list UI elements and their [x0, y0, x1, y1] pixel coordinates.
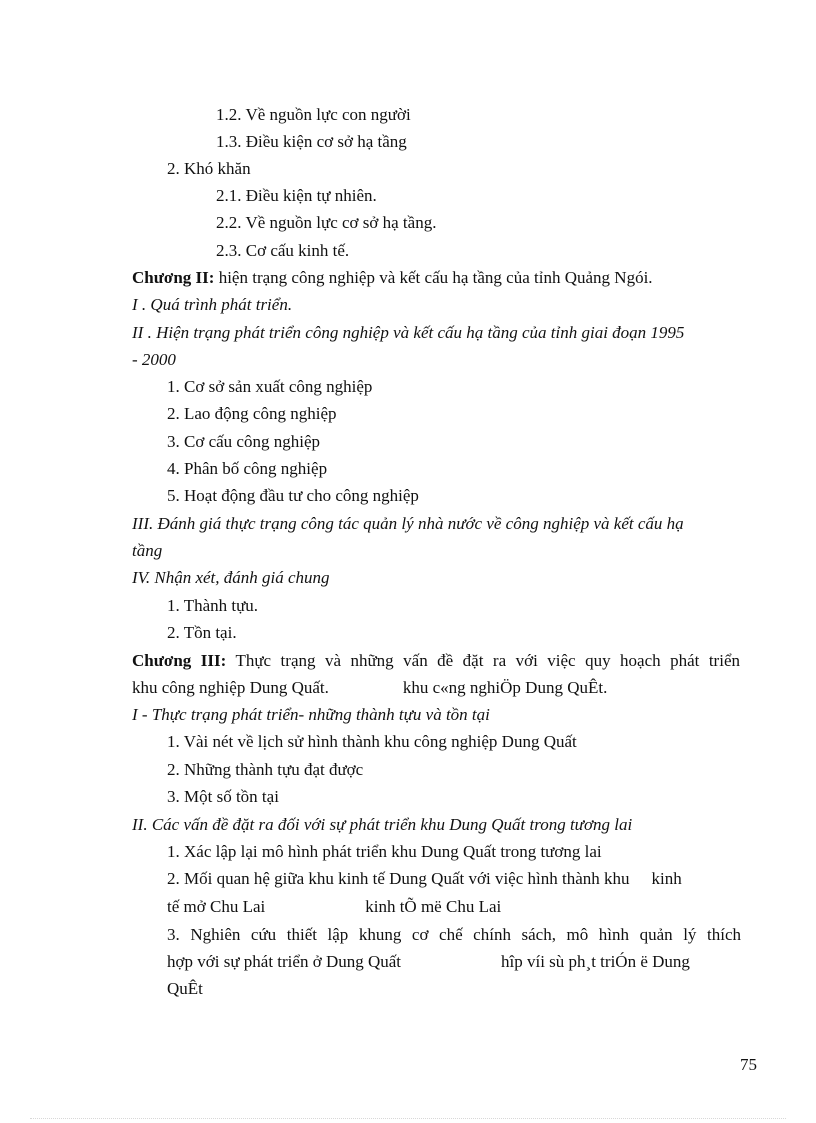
chapter-3-section-i: I - Thực trạng phát triển- những thành tựu và tồn tại: [132, 705, 490, 724]
page-number: 75: [740, 1055, 757, 1074]
toc-item-c3-ii-3-cont-text: hợp với sự phát triển ở Dung Quất: [167, 952, 402, 971]
toc-item-c3-i-1: 1. Vài nét về lịch sử hình thành khu công nghiệp Dung Quất: [167, 732, 577, 751]
toc-item-c3-ii-1: 1. Xác lập lại mô hình phát triển khu Dung Quất trong tương lai: [167, 842, 602, 861]
toc-item-2: 2. Khó khăn: [167, 159, 251, 178]
toc-item-c3-i-3: 3. Một số tồn tại: [167, 787, 279, 806]
chapter-3-title: Thực trạng và những vấn đề đặt ra với việc quy hoạch phát triển: [226, 651, 740, 670]
toc-item-1-2: 1.2. Về nguồn lực con người: [216, 105, 411, 124]
section-iii: III. Đánh giá thực trạng công tác quản lý nhà nước về công nghiệp và kết cấu hạ: [132, 514, 684, 533]
toc-item-2-3: 2.3. Cơ cấu kinh tế.: [216, 241, 350, 260]
chapter-3-heading: [132, 650, 740, 672]
toc-item-2-1: 2.1. Điều kiện tự nhiên.: [216, 186, 377, 205]
section-ii: II . Hiện trạng phát triển công nghiệp và kết cấu hạ tầng của tỉnh giai đoạn 1995: [132, 323, 685, 342]
toc-item-c3-ii-3-cont: [167, 951, 690, 973]
chapter-3-section-ii: II. Các vấn đề đặt ra đối với sự phát triển khu Dung Quất trong tương lai: [132, 815, 633, 834]
footer-divider: [30, 1118, 786, 1119]
section-iii-cont: tầng: [132, 541, 163, 560]
section-iv: IV. Nhận xét, đánh giá chung: [132, 568, 330, 587]
toc-item-iv-2: 2. Tồn tại.: [167, 623, 237, 642]
chapter-2-heading: [132, 267, 653, 289]
chapter-2-label: Chương II:: [132, 268, 215, 287]
toc-item-c3-ii-3-end: QuÊt: [167, 979, 203, 998]
toc-item-ii-1: 1. Cơ sở sản xuất công nghiệp: [167, 377, 373, 396]
toc-item-c3-ii-2: [167, 868, 682, 890]
garbled-text-3: hîp víi sù ph¸t triÓn ë Dung: [501, 952, 690, 971]
chapter-3-heading-cont: [132, 677, 607, 699]
toc-item-ii-3: 3. Cơ cấu công nghiệp: [167, 432, 320, 451]
chapter-3-label: Chương III:: [132, 651, 227, 670]
toc-item-c3-ii-2-cont-text: tế mở Chu Lai: [167, 897, 266, 916]
toc-item-ii-4: 4. Phân bố công nghiệp: [167, 459, 328, 478]
garbled-text-2: kinh tÕ më Chu Lai: [365, 897, 502, 916]
toc-item-c3-ii-2-text: 2. Mối quan hệ giữa khu kinh tế Dung Quất với việc hình thành khu: [167, 869, 630, 888]
toc-item-c3-ii-2-cont: [167, 896, 501, 918]
toc-item-c3-i-2: 2. Những thành tựu đạt được: [167, 760, 364, 779]
toc-item-ii-5: 5. Hoạt động đầu tư cho công nghiệp: [167, 486, 419, 505]
toc-item-iv-1: 1. Thành tựu.: [167, 596, 259, 615]
toc-item-1-3: 1.3. Điều kiện cơ sở hạ tầng: [216, 132, 407, 151]
toc-item-ii-2: 2. Lao động công nghiệp: [167, 404, 337, 423]
garbled-text-1: khu c«ng nghiÖp Dung QuÊt.: [402, 678, 608, 697]
section-i: I . Quá trình phát triển.: [132, 295, 293, 314]
toc-item-c3-ii-3: 3. Nghiên cứu thiết lập khung cơ chế chính sách, mô hình quản lý thích: [167, 925, 741, 944]
chapter-3-subject: khu công nghiệp Dung Quất.: [132, 678, 329, 697]
chapter-2-title: hiện trạng công nghiệp và kết cấu hạ tầng của tỉnh Quảng Ngói.: [214, 268, 653, 287]
toc-item-2-2: 2.2. Về nguồn lực cơ sở hạ tầng.: [216, 213, 437, 232]
section-ii-cont: - 2000: [132, 350, 176, 369]
toc-item-c3-ii-2-end: kinh: [651, 869, 682, 888]
